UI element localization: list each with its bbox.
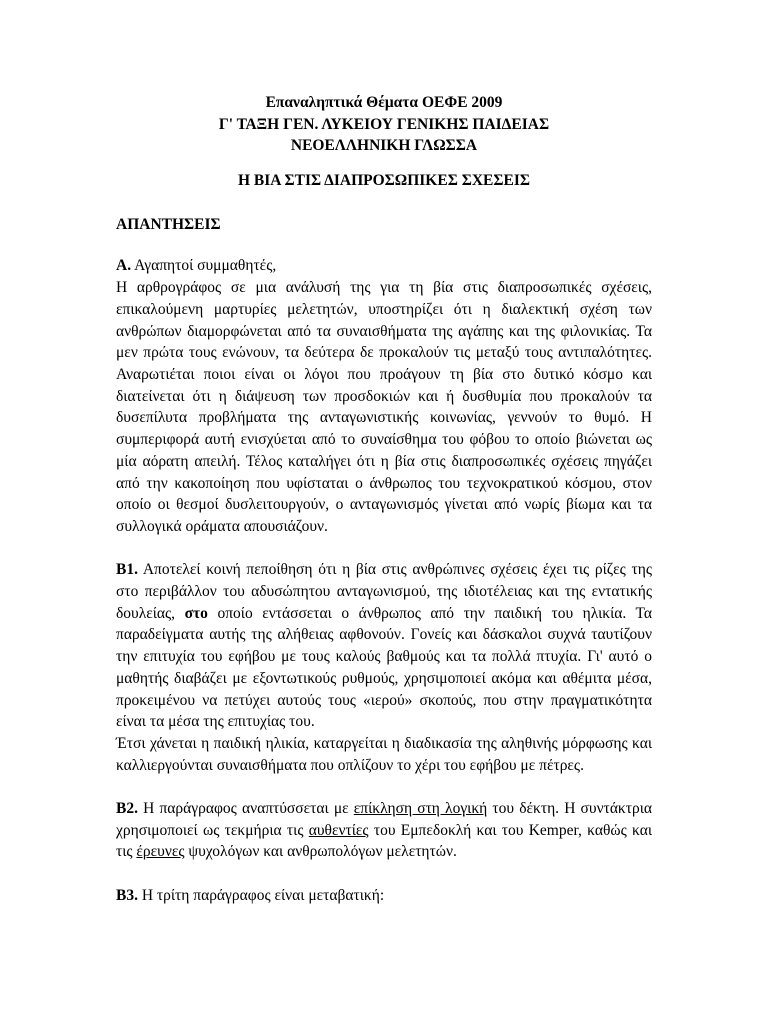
section-b2-label: Β2. (116, 800, 138, 818)
document-header (116, 92, 652, 157)
section-b2-underline-authorities: αυθεντίες (308, 821, 369, 839)
section-b3-label: Β3. (116, 886, 138, 904)
section-b1-text-b: οποίο εντάσσεται ο άνθρωπος από την παιδική του ηλικία. Τα παραδείγματα αυτής της αλήθειας αφθονούν. Γονείς και δάσκαλοι συχνά ταυτίζουν την επιτυχία του εφήβου με τους καλούς βαθμούς και τα πολλά πτυχία. Γι' αυτό ο μαθητής διαβάζει με εξοντωτικούς ρυθμούς, χρησιμοποιεί ακόμα και αθέμιτα μέσα, προκειμένου να πετύχει αυτούς τους «ιερού» σκοπούς, που στην πραγματικότητα είναι τα μέσα της επιτυχίας του. (116, 604, 653, 731)
section-a-body: Η αρθρογράφος σε μια ανάλυσή της για τη βία στις διαπροσωπικές σχέσεις, επικαλούμενη μαρτυρίες μελετητών, υποστηρίζει ότι η διαλεκτική σχέση των ανθρώπων διαμορφώνεται από τα συναισθήματα της αγάπης και της φιλονικίας. Τα μεν πρώτα τους ενώνουν, τα δεύτερα δε προκαλούν τις μεταξύ τους αντιπαλότητες. Αναρωτιέται ποιοι είναι οι λόγοι που προάγουν τη βία στο δυτικό κόσμο και διατείνεται ότι η διάψευση των προσδοκιών και ή δυσθυμία που προκαλούν τα δυσεπίλυτα προβλήματα της ανταγωνιστικής κοινωνίας, γεννούν το θυμό. Η συμπεριφορά αυτή ενισχύεται από το συναίσθημα του φόβου το οποίο βιώνεται ως μία αόρατη απειλή. Τέλος καταλήγει ότι η βία στις διαπροσωπικές σχέσεις πηγάζει από την κακοποίηση που υφίσταται ο άνθρωπος του τεχνοκρατικού κόσμου, στον οποίο οι θεσμοί δυσλειτουργούν, ο ανταγωνισμός γίνεται από νωρίς βίωμα και τα συλλογικά οράματα απουσιάζουν. (116, 279, 652, 535)
section-b1-bold-word: στο (184, 604, 208, 622)
section-a-label: Α. (116, 257, 132, 275)
section-a (116, 255, 652, 537)
section-b2-underline-research: έρευνες (136, 843, 185, 861)
section-b1-label: Β1. (116, 561, 138, 579)
header-line-class: Γ' ΤΑΞΗ ΓΕΝ. ΛΥΚΕΙΟΥ ΓΕΝΙΚΗΣ ΠΑΙΔΕΙΑΣ (218, 115, 550, 133)
section-b2-paragraph (116, 798, 652, 863)
section-b2-text-1: Η παράγραφος αναπτύσσεται με (137, 800, 354, 818)
section-b3-paragraph (116, 885, 652, 907)
header-line-subject: ΝΕΟΕΛΛΗΝΙΚΗ ΓΛΩΣΣΑ (290, 137, 478, 155)
section-a-greeting: Αγαπητοί συμμαθητές, (131, 257, 277, 275)
section-b3 (116, 885, 652, 907)
answers-heading: ΑΠΑΝΤΗΣΕΙΣ (116, 215, 221, 233)
section-b2-text-3: του Εμπεδοκλή και του Kemper, καθώς και τις (116, 821, 652, 861)
topic-title: Η ΒΙΑ ΣΤΙΣ ΔΙΑΠΡΟΣΩΠΙΚΕΣ ΣΧΕΣΕΙΣ (237, 172, 531, 190)
section-b2 (116, 798, 652, 863)
section-b1 (116, 559, 652, 776)
section-a-greeting-line (116, 255, 652, 277)
section-b2-text-4: ψυχολόγων και ανθρωπολόγων μελετητών. (184, 843, 457, 861)
document-content (116, 92, 652, 907)
section-b1-text-a: Αποτελεί κοινή πεποίθηση ότι η βία στις ανθρώπινες σχέσεις έχει τις ρίζες της στο περιβάλλον του αδυσώπητου ανταγωνισμού, της ιδιοτέλειας και της εντατικής δουλείας, (116, 561, 652, 622)
header-line-exam: Επαναληπτικά Θέματα ΟΕΦΕ 2009 (265, 94, 503, 111)
section-b2-text-2: του δέκτη. Η συντάκτρια χρησιμοποιεί ως τεκμήρια τις (116, 800, 652, 839)
section-b3-text: Η τρίτη παράγραφος είναι μεταβατική: (137, 886, 385, 904)
section-b1-paragraph-1 (116, 559, 652, 733)
section-b1-paragraph-2: Έτσι χάνεται η παιδική ηλικία, καταργείται η διαδικασία της αληθινής μόρφωσης και καλλιεργούνται συναισθήματα που οπλίζουν το χέρι του εφήβου με πέτρες. (116, 734, 652, 774)
section-b2-underline-logic: επίκληση στη λογική (353, 800, 488, 818)
